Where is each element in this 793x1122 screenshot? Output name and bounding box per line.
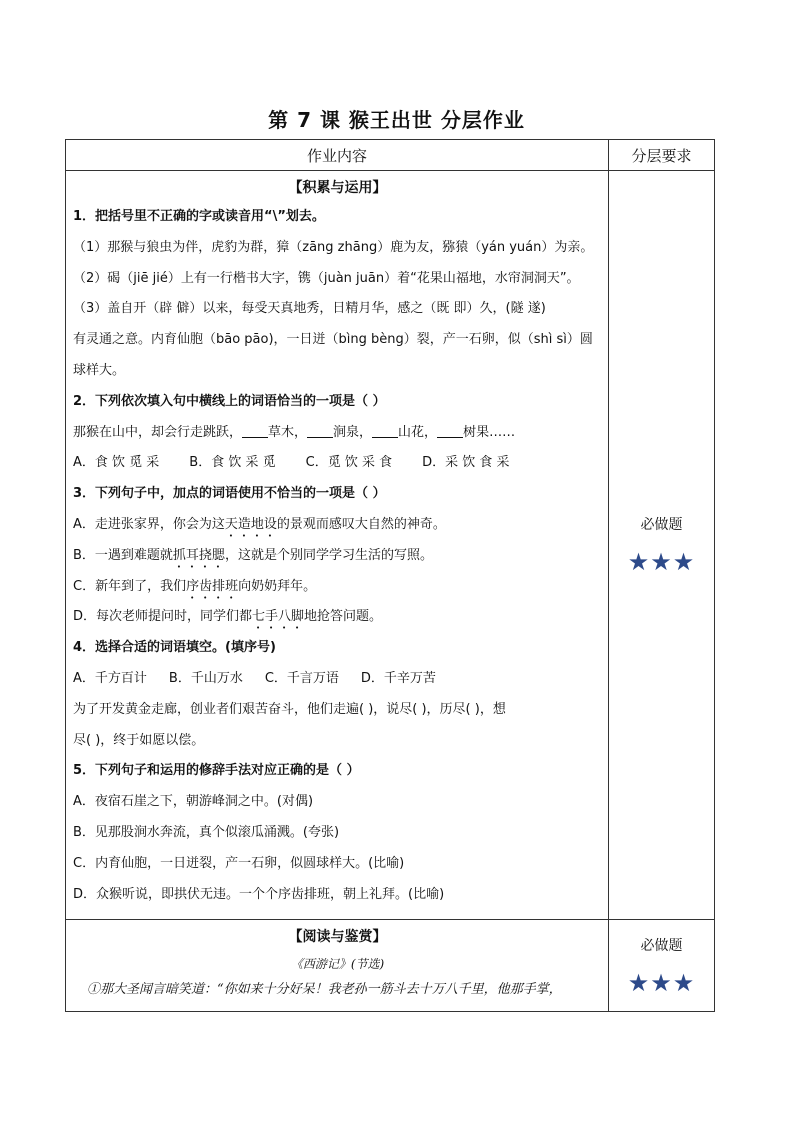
q4-option-a: A．千方百计 <box>73 670 147 686</box>
table-header-row <box>66 140 715 171</box>
q3-c-dotted: 序齿排班 <box>186 578 239 594</box>
question-2-stem: 2．下列依次填入句中横线上的词语恰当的一项是（ ） <box>73 393 386 409</box>
q1-line-2: （2）碣（jiē jié）上有一行楷书大字，镌（juàn juān）着“花果山福地，水帘洞洞天”。 <box>73 270 580 286</box>
q2-sentence-e: 树果…… <box>463 424 516 440</box>
section-heading-reading: 【阅读与鉴赏】 <box>288 929 387 945</box>
q3-d-post: 地抢答问题。 <box>304 609 383 625</box>
q4-option-c: C．千言万语 <box>264 670 339 686</box>
question-3-stem: 3．下列句子中，加点的词语使用不恰当的一项是（ ） <box>73 486 386 502</box>
header-content: 作业内容 <box>66 140 609 171</box>
q3-a-pre: A．走进张家界，你会为这 <box>73 516 225 532</box>
q1-line-5: 球样大。 <box>73 362 126 378</box>
q3-option-b <box>73 541 602 572</box>
blank-line <box>372 423 398 438</box>
q4-line-1: 为了开发黄金走廊，创业者们艰苦奋斗，他们走遍( )，说尽( )，历尽( )，想 <box>73 701 506 717</box>
section-content-reading <box>66 920 609 1012</box>
header-requirement: 分层要求 <box>609 140 715 171</box>
section-content-accumulate <box>66 171 609 920</box>
blank-line <box>242 423 268 438</box>
q2-sentence-c: 涧泉， <box>333 424 373 440</box>
q3-b-post: ，这就是个别同学学习生活的写照。 <box>224 547 433 563</box>
q5-option-c: C．内育仙胞，一日迸裂，产一石卵，似圆球样大。(比喻) <box>73 855 405 871</box>
q3-b-pre: B．一遇到难题就 <box>73 547 173 563</box>
q4-options <box>73 664 602 695</box>
q5-option-b: B．见那股涧水奔流，真个似滚瓜涌溅。(夸张) <box>73 824 340 840</box>
q3-d-dotted: 七手八脚 <box>252 609 305 625</box>
requirement-label: 必做题 <box>640 517 683 533</box>
passage-paragraph-1: ①那大圣闻言暗笑道：“你如来十分好呆！我老孙一筋斗去十万八千里，他那手掌， <box>87 982 562 997</box>
blank-line <box>307 423 333 438</box>
page-title: 第 7 课 猴王出世 分层作业 <box>268 108 525 132</box>
section-heading: 【积累与运用】 <box>288 180 387 196</box>
q4-line-2: 尽( )，终于如愿以偿。 <box>73 732 205 748</box>
requirement-label: 必做题 <box>640 937 683 954</box>
question-1-stem: 1．把括号里不正确的字或读音用“\”划去。 <box>73 209 325 224</box>
homework-table <box>65 139 715 1012</box>
q2-sentence-b: 草木， <box>268 424 308 440</box>
q2-option-b: B．食 饮 采 觅 <box>189 455 276 471</box>
passage-title: 《西游记》(节选) <box>290 957 385 971</box>
q1-line-4: 有灵通之意。内育仙胞（bāo pāo)，一日迸（bìng bèng）裂，产一石卵，似（shì sì）圆 <box>73 332 593 348</box>
question-4-stem: 4．选择合适的词语填空。(填序号) <box>73 640 276 656</box>
star-rating-icon: ★★★ <box>627 548 696 576</box>
q3-option-d <box>73 602 602 633</box>
q3-a-post: 的景观而感叹大自然的神奇。 <box>276 516 446 532</box>
q2-sentence-d: 山花， <box>398 424 438 440</box>
question-5-stem: 5．下列句子和运用的修辞手法对应正确的是（ ） <box>73 763 360 779</box>
q2-option-a: A．食 饮 觅 采 <box>73 455 160 471</box>
q2-option-c: C．觅 饮 采 食 <box>305 455 393 471</box>
section-row-reading <box>66 920 715 1012</box>
q2-options <box>73 448 602 479</box>
q3-option-a <box>73 510 602 541</box>
blank-line <box>437 423 463 438</box>
q2-sentence <box>73 418 602 449</box>
q5-option-d: D．众猴听说，即拱伏无违。一个个序齿排班，朝上礼拜。(比喻) <box>73 886 445 902</box>
q3-b-dotted: 抓耳挠腮 <box>172 547 225 563</box>
q2-option-d: D．采 饮 食 采 <box>422 455 510 471</box>
section-row-accumulate <box>66 171 715 920</box>
q1-line-3: （3）盖自开（辟 僻）以来，每受天真地秀，日精月华，感之（既 即）久，(隧 遂) <box>73 301 546 317</box>
requirement-cell-accumulate <box>609 171 715 920</box>
q3-option-c <box>73 572 602 603</box>
q1-line-1: （1）那猴与狼虫为伴，虎豹为群，獐（zāng zhāng）鹿为友，猕猿（yán yuán）为亲。 <box>73 239 594 255</box>
q3-a-dotted: 天造地设 <box>224 516 277 532</box>
q4-option-b: B．千山万水 <box>168 670 243 686</box>
q3-c-pre: C．新年到了，我们 <box>73 578 187 594</box>
star-rating-icon: ★★★ <box>627 968 696 997</box>
q5-option-a: A．夜宿石崖之下，朝游峰洞之中。(对偶) <box>73 794 314 810</box>
requirement-cell-reading <box>609 920 715 1012</box>
q3-d-pre: D．每次老师提问时，同学们都 <box>73 609 253 625</box>
q4-option-d: D．千辛万苦 <box>360 670 436 686</box>
q2-sentence-a: 那猴在山中，却会行走跳跃， <box>73 424 243 440</box>
q3-c-post: 向奶奶拜年。 <box>238 578 317 594</box>
